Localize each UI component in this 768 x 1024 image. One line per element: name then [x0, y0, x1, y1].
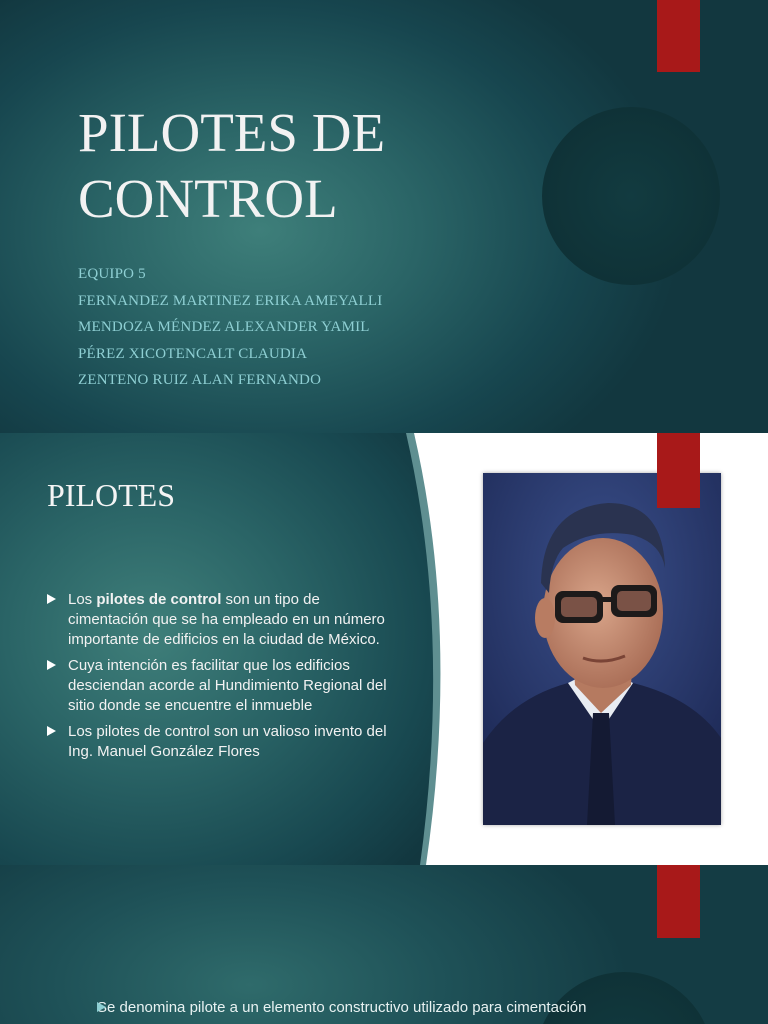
bullet-arrow-icon [47, 594, 56, 604]
team-label: EQUIPO 5 [78, 266, 146, 282]
title-line-2: CONTROL [78, 168, 338, 229]
bullet-text: Cuya intención es facilitar que los edificios desciendan acorde al Hundimiento Regional del sitio donde se encuentre el inmueble [68, 657, 387, 714]
portrait-illustration [483, 473, 721, 825]
red-accent-tab [657, 0, 700, 72]
member-name: FERNANDEZ MARTINEZ ERIKA AMEYALLI [78, 292, 383, 309]
bullet-text: Se denomina pilote a un elemento constructivo utilizado para cimentación [97, 999, 587, 1016]
red-accent-tab [657, 865, 700, 938]
team-members [78, 261, 382, 394]
slide-title [78, 100, 385, 232]
portrait-photo [483, 473, 721, 825]
red-accent-tab [657, 433, 700, 508]
bullet-item [97, 998, 697, 1018]
bullet-item [47, 656, 387, 716]
bullet-list [78, 998, 697, 1018]
bullet-item [47, 590, 387, 650]
bullet-text-post: son un tipo de cimentación que se ha empleado en un número importante de edificios en la ciudad de México. [68, 591, 385, 648]
member-name: ZENTENO RUIZ ALAN FERNANDO [78, 372, 322, 388]
bullet-arrow-icon [47, 660, 56, 670]
bullet-text-pre: Los [68, 591, 97, 608]
bullet-list [47, 590, 387, 768]
bullet-item [47, 722, 387, 762]
bullet-arrow-icon [97, 1002, 106, 1012]
pilotes-slide [0, 433, 768, 865]
decorative-circle [542, 107, 720, 285]
title-line-1: PILOTES DE [78, 102, 386, 163]
title-slide [0, 0, 768, 433]
definition-slide [0, 865, 768, 1024]
bullet-text-bold: pilotes de control [96, 591, 222, 608]
bullet-arrow-icon [47, 726, 56, 736]
bullet-text: Los pilotes de control son un valioso invento del Ing. Manuel González Flores [68, 723, 387, 760]
slide-heading: PILOTES [47, 477, 175, 513]
member-name: MENDOZA MÉNDEZ ALEXANDER YAMIL [78, 319, 370, 335]
member-name: PÉREZ XICOTENCALT CLAUDIA [78, 345, 308, 362]
